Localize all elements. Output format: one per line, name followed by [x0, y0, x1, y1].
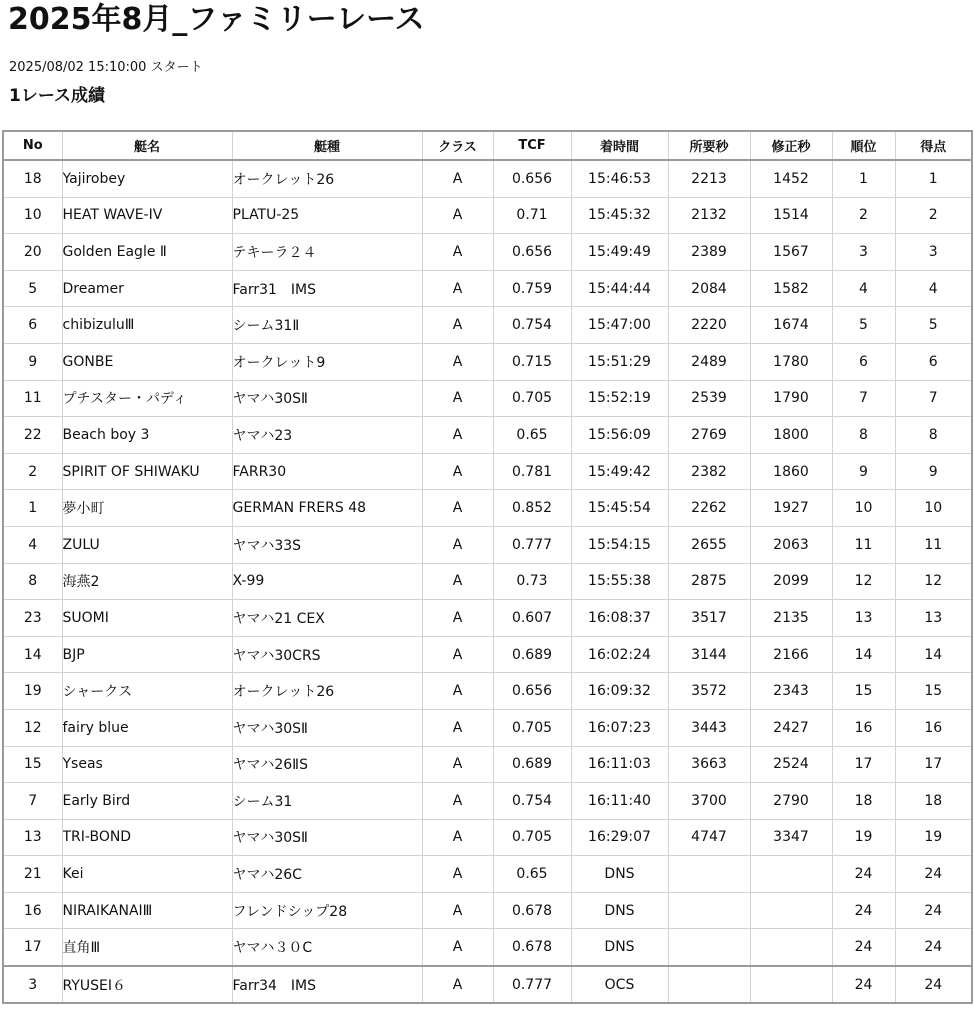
cell-boat-type: Farr31 IMS: [232, 270, 422, 307]
cell-corrected-sec: 1860: [750, 453, 832, 490]
cell-tcf: 0.656: [493, 673, 571, 710]
cell-finish-time: 15:49:49: [571, 234, 668, 271]
cell-class: A: [422, 453, 493, 490]
cell-boat-name: NIRAIKANAIⅢ: [62, 892, 232, 929]
cell-class: A: [422, 526, 493, 563]
cell-corrected-sec: 1800: [750, 417, 832, 454]
cell-tcf: 0.73: [493, 563, 571, 600]
race-subtitle: 1レース成績: [9, 86, 105, 106]
cell-rank: 10: [832, 490, 895, 527]
column-header-corrected-sec: 修正秒: [750, 131, 832, 160]
cell-rank: 24: [832, 929, 895, 966]
cell-class: A: [422, 783, 493, 820]
table-row: [3, 380, 972, 417]
cell-boat-name: 海燕2: [62, 563, 232, 600]
cell-rank: 13: [832, 600, 895, 637]
cell-points: 7: [895, 380, 972, 417]
table-row: [3, 270, 972, 307]
cell-finish-time: 16:08:37: [571, 600, 668, 637]
column-header-boat-type: 艇種: [232, 131, 422, 160]
cell-boat-type: ヤマハ30SⅡ: [232, 380, 422, 417]
cell-rank: 18: [832, 783, 895, 820]
table-row: [3, 819, 972, 856]
cell-no: 20: [3, 234, 62, 271]
cell-no: 7: [3, 783, 62, 820]
table-row: [3, 160, 972, 197]
cell-no: 2: [3, 453, 62, 490]
cell-tcf: 0.678: [493, 929, 571, 966]
cell-boat-type: ヤマハ30SⅡ: [232, 709, 422, 746]
cell-boat-name: TRI-BOND: [62, 819, 232, 856]
cell-boat-type: ヤマハ21 CEX: [232, 600, 422, 637]
cell-finish-time: 15:51:29: [571, 343, 668, 380]
cell-boat-name: fairy blue: [62, 709, 232, 746]
table-row: [3, 673, 972, 710]
cell-elapsed-sec: [668, 966, 750, 1003]
cell-boat-type: ヤマハ30SⅡ: [232, 819, 422, 856]
cell-elapsed-sec: 3572: [668, 673, 750, 710]
race-start-time: 2025/08/02 15:10:00 スタート: [9, 60, 203, 75]
cell-tcf: 0.71: [493, 197, 571, 234]
cell-finish-time: 15:46:53: [571, 160, 668, 197]
cell-points: 14: [895, 636, 972, 673]
cell-boat-name: RYUSEI６: [62, 966, 232, 1003]
cell-tcf: 0.689: [493, 746, 571, 783]
cell-corrected-sec: 1674: [750, 307, 832, 344]
table-row: [3, 636, 972, 673]
cell-rank: 1: [832, 160, 895, 197]
table-row: [3, 343, 972, 380]
cell-tcf: 0.852: [493, 490, 571, 527]
cell-no: 9: [3, 343, 62, 380]
cell-finish-time: 15:44:44: [571, 270, 668, 307]
cell-elapsed-sec: 3700: [668, 783, 750, 820]
cell-rank: 9: [832, 453, 895, 490]
cell-class: A: [422, 819, 493, 856]
cell-points: 6: [895, 343, 972, 380]
cell-points: 17: [895, 746, 972, 783]
cell-boat-type: ヤマハ26C: [232, 856, 422, 893]
column-header-tcf: TCF: [493, 131, 571, 160]
column-header-boat-name: 艇名: [62, 131, 232, 160]
cell-tcf: 0.705: [493, 819, 571, 856]
cell-tcf: 0.65: [493, 856, 571, 893]
cell-tcf: 0.607: [493, 600, 571, 637]
cell-elapsed-sec: 2132: [668, 197, 750, 234]
cell-tcf: 0.689: [493, 636, 571, 673]
cell-rank: 17: [832, 746, 895, 783]
cell-rank: 7: [832, 380, 895, 417]
table-row: [3, 856, 972, 893]
cell-class: A: [422, 966, 493, 1003]
cell-class: A: [422, 929, 493, 966]
cell-class: A: [422, 160, 493, 197]
cell-elapsed-sec: 3517: [668, 600, 750, 637]
table-row: [3, 709, 972, 746]
cell-boat-type: PLATU-25: [232, 197, 422, 234]
cell-no: 16: [3, 892, 62, 929]
cell-tcf: 0.656: [493, 160, 571, 197]
cell-class: A: [422, 563, 493, 600]
cell-points: 11: [895, 526, 972, 563]
cell-boat-type: オークレット26: [232, 673, 422, 710]
cell-boat-type: ヤマハ23: [232, 417, 422, 454]
cell-points: 12: [895, 563, 972, 600]
results-table: [2, 130, 973, 1004]
cell-corrected-sec: 1582: [750, 270, 832, 307]
cell-finish-time: 15:45:54: [571, 490, 668, 527]
cell-no: 6: [3, 307, 62, 344]
cell-class: A: [422, 636, 493, 673]
cell-no: 12: [3, 709, 62, 746]
cell-finish-time: 15:56:09: [571, 417, 668, 454]
cell-tcf: 0.754: [493, 783, 571, 820]
cell-corrected-sec: 2427: [750, 709, 832, 746]
cell-no: 4: [3, 526, 62, 563]
table-row: [3, 417, 972, 454]
cell-boat-type: シーム31: [232, 783, 422, 820]
cell-finish-time: 16:09:32: [571, 673, 668, 710]
cell-class: A: [422, 490, 493, 527]
table-row: [3, 929, 972, 966]
cell-boat-type: ヤマハ３０C: [232, 929, 422, 966]
cell-rank: 2: [832, 197, 895, 234]
cell-rank: 19: [832, 819, 895, 856]
table-row: [3, 600, 972, 637]
cell-boat-type: X-99: [232, 563, 422, 600]
cell-finish-time: 16:02:24: [571, 636, 668, 673]
cell-corrected-sec: 2790: [750, 783, 832, 820]
cell-points: 24: [895, 892, 972, 929]
cell-rank: 24: [832, 856, 895, 893]
cell-boat-name: HEAT WAVE-IV: [62, 197, 232, 234]
cell-boat-name: SUOMI: [62, 600, 232, 637]
cell-finish-time: 15:45:32: [571, 197, 668, 234]
cell-boat-type: GERMAN FRERS 48: [232, 490, 422, 527]
cell-tcf: 0.781: [493, 453, 571, 490]
column-header-elapsed-sec: 所要秒: [668, 131, 750, 160]
cell-corrected-sec: 1514: [750, 197, 832, 234]
cell-points: 5: [895, 307, 972, 344]
cell-corrected-sec: 2135: [750, 600, 832, 637]
cell-class: A: [422, 892, 493, 929]
cell-elapsed-sec: 2262: [668, 490, 750, 527]
cell-elapsed-sec: 2489: [668, 343, 750, 380]
cell-boat-name: Golden Eagle Ⅱ: [62, 234, 232, 271]
table-row: [3, 966, 972, 1003]
cell-rank: 5: [832, 307, 895, 344]
cell-corrected-sec: 2166: [750, 636, 832, 673]
cell-finish-time: 15:47:00: [571, 307, 668, 344]
column-header-rank: 順位: [832, 131, 895, 160]
cell-points: 8: [895, 417, 972, 454]
cell-elapsed-sec: 3443: [668, 709, 750, 746]
table-row: [3, 197, 972, 234]
table-row: [3, 234, 972, 271]
cell-boat-type: オークレット26: [232, 160, 422, 197]
cell-corrected-sec: 1567: [750, 234, 832, 271]
cell-corrected-sec: 2524: [750, 746, 832, 783]
column-header-finish-time: 着時間: [571, 131, 668, 160]
cell-class: A: [422, 270, 493, 307]
cell-elapsed-sec: 2389: [668, 234, 750, 271]
cell-no: 15: [3, 746, 62, 783]
cell-no: 14: [3, 636, 62, 673]
cell-class: A: [422, 307, 493, 344]
cell-corrected-sec: 1790: [750, 380, 832, 417]
cell-tcf: 0.777: [493, 966, 571, 1003]
cell-class: A: [422, 600, 493, 637]
cell-boat-type: シーム31Ⅱ: [232, 307, 422, 344]
cell-tcf: 0.656: [493, 234, 571, 271]
cell-no: 3: [3, 966, 62, 1003]
cell-corrected-sec: 2343: [750, 673, 832, 710]
cell-points: 13: [895, 600, 972, 637]
cell-rank: 15: [832, 673, 895, 710]
cell-rank: 6: [832, 343, 895, 380]
cell-boat-name: プチスター・パディ: [62, 380, 232, 417]
cell-boat-type: FARR30: [232, 453, 422, 490]
page-title: 2025年8月_ファミリーレース: [8, 2, 425, 37]
column-header-class: クラス: [422, 131, 493, 160]
cell-boat-name: 夢小町: [62, 490, 232, 527]
table-header-row: [3, 131, 972, 160]
table-row: [3, 783, 972, 820]
cell-no: 22: [3, 417, 62, 454]
cell-class: A: [422, 709, 493, 746]
cell-points: 9: [895, 453, 972, 490]
cell-boat-name: BJP: [62, 636, 232, 673]
cell-boat-name: Yseas: [62, 746, 232, 783]
cell-no: 23: [3, 600, 62, 637]
cell-rank: 24: [832, 892, 895, 929]
cell-rank: 11: [832, 526, 895, 563]
cell-finish-time: DNS: [571, 856, 668, 893]
table-row: [3, 563, 972, 600]
cell-rank: 4: [832, 270, 895, 307]
cell-class: A: [422, 746, 493, 783]
cell-boat-name: Kei: [62, 856, 232, 893]
cell-elapsed-sec: 4747: [668, 819, 750, 856]
cell-points: 18: [895, 783, 972, 820]
cell-no: 1: [3, 490, 62, 527]
cell-elapsed-sec: [668, 856, 750, 893]
cell-no: 19: [3, 673, 62, 710]
cell-boat-type: Farr34 IMS: [232, 966, 422, 1003]
cell-boat-name: Dreamer: [62, 270, 232, 307]
cell-boat-name: シャークス: [62, 673, 232, 710]
cell-no: 11: [3, 380, 62, 417]
cell-elapsed-sec: 2220: [668, 307, 750, 344]
cell-finish-time: 15:52:19: [571, 380, 668, 417]
cell-points: 10: [895, 490, 972, 527]
cell-tcf: 0.715: [493, 343, 571, 380]
cell-tcf: 0.705: [493, 709, 571, 746]
cell-finish-time: 15:54:15: [571, 526, 668, 563]
cell-boat-name: chibizuluⅢ: [62, 307, 232, 344]
cell-boat-name: SPIRIT OF SHIWAKU: [62, 453, 232, 490]
cell-finish-time: 16:07:23: [571, 709, 668, 746]
cell-tcf: 0.759: [493, 270, 571, 307]
cell-points: 3: [895, 234, 972, 271]
cell-rank: 24: [832, 966, 895, 1003]
table-row: [3, 892, 972, 929]
cell-finish-time: 16:11:03: [571, 746, 668, 783]
cell-rank: 16: [832, 709, 895, 746]
cell-class: A: [422, 417, 493, 454]
cell-points: 16: [895, 709, 972, 746]
cell-class: A: [422, 343, 493, 380]
table-row: [3, 307, 972, 344]
cell-class: A: [422, 673, 493, 710]
cell-class: A: [422, 234, 493, 271]
cell-finish-time: DNS: [571, 892, 668, 929]
cell-boat-name: GONBE: [62, 343, 232, 380]
cell-no: 5: [3, 270, 62, 307]
cell-corrected-sec: 1927: [750, 490, 832, 527]
cell-elapsed-sec: 2655: [668, 526, 750, 563]
cell-corrected-sec: 1780: [750, 343, 832, 380]
table-row: [3, 746, 972, 783]
cell-points: 19: [895, 819, 972, 856]
cell-elapsed-sec: 2875: [668, 563, 750, 600]
cell-finish-time: 16:29:07: [571, 819, 668, 856]
cell-class: A: [422, 197, 493, 234]
cell-points: 24: [895, 929, 972, 966]
cell-tcf: 0.65: [493, 417, 571, 454]
cell-points: 4: [895, 270, 972, 307]
cell-boat-name: ZULU: [62, 526, 232, 563]
cell-elapsed-sec: [668, 929, 750, 966]
table-row: [3, 453, 972, 490]
cell-points: 15: [895, 673, 972, 710]
cell-elapsed-sec: 3663: [668, 746, 750, 783]
cell-points: 24: [895, 966, 972, 1003]
cell-rank: 12: [832, 563, 895, 600]
cell-elapsed-sec: 2213: [668, 160, 750, 197]
cell-finish-time: 15:49:42: [571, 453, 668, 490]
cell-no: 13: [3, 819, 62, 856]
cell-no: 8: [3, 563, 62, 600]
cell-boat-type: ヤマハ30CRS: [232, 636, 422, 673]
cell-elapsed-sec: 3144: [668, 636, 750, 673]
cell-elapsed-sec: 2084: [668, 270, 750, 307]
cell-corrected-sec: [750, 929, 832, 966]
cell-corrected-sec: 1452: [750, 160, 832, 197]
cell-corrected-sec: [750, 892, 832, 929]
cell-rank: 3: [832, 234, 895, 271]
cell-boat-name: 直角Ⅲ: [62, 929, 232, 966]
cell-corrected-sec: [750, 966, 832, 1003]
cell-no: 10: [3, 197, 62, 234]
cell-finish-time: DNS: [571, 929, 668, 966]
column-header-points: 得点: [895, 131, 972, 160]
cell-boat-name: Yajirobey: [62, 160, 232, 197]
cell-tcf: 0.754: [493, 307, 571, 344]
table-row: [3, 490, 972, 527]
cell-rank: 14: [832, 636, 895, 673]
cell-rank: 8: [832, 417, 895, 454]
cell-class: A: [422, 380, 493, 417]
cell-boat-type: テキーラ２４: [232, 234, 422, 271]
cell-corrected-sec: 3347: [750, 819, 832, 856]
cell-no: 17: [3, 929, 62, 966]
table-row: [3, 526, 972, 563]
cell-finish-time: 15:55:38: [571, 563, 668, 600]
cell-corrected-sec: 2063: [750, 526, 832, 563]
cell-boat-type: オークレット9: [232, 343, 422, 380]
cell-no: 21: [3, 856, 62, 893]
cell-boat-type: ヤマハ26ⅡS: [232, 746, 422, 783]
cell-points: 24: [895, 856, 972, 893]
cell-corrected-sec: [750, 856, 832, 893]
cell-elapsed-sec: 2769: [668, 417, 750, 454]
cell-boat-name: Beach boy 3: [62, 417, 232, 454]
cell-class: A: [422, 856, 493, 893]
cell-finish-time: OCS: [571, 966, 668, 1003]
cell-elapsed-sec: 2539: [668, 380, 750, 417]
cell-tcf: 0.678: [493, 892, 571, 929]
column-header-no: No: [3, 131, 62, 160]
cell-corrected-sec: 2099: [750, 563, 832, 600]
cell-boat-name: Early Bird: [62, 783, 232, 820]
cell-finish-time: 16:11:40: [571, 783, 668, 820]
cell-points: 1: [895, 160, 972, 197]
cell-no: 18: [3, 160, 62, 197]
cell-boat-type: フレンドシップ28: [232, 892, 422, 929]
cell-elapsed-sec: [668, 892, 750, 929]
cell-boat-type: ヤマハ33S: [232, 526, 422, 563]
cell-points: 2: [895, 197, 972, 234]
cell-tcf: 0.705: [493, 380, 571, 417]
cell-tcf: 0.777: [493, 526, 571, 563]
cell-elapsed-sec: 2382: [668, 453, 750, 490]
